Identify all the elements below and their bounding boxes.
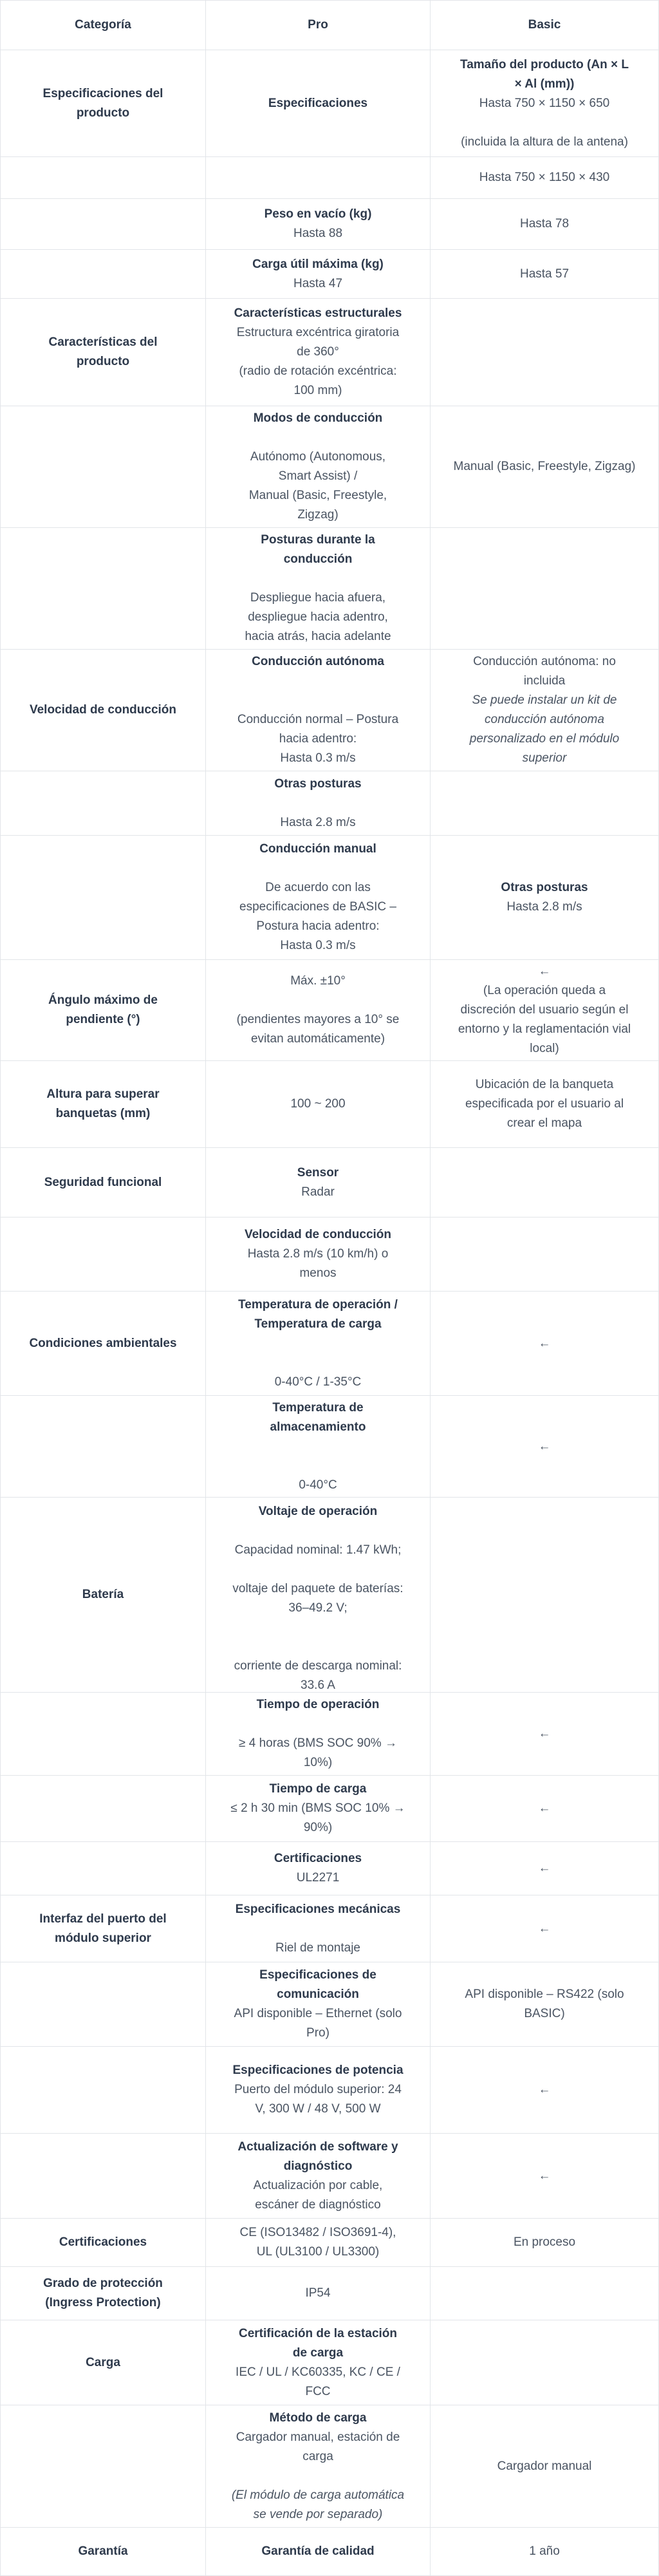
basic-cell xyxy=(431,50,659,157)
table-row xyxy=(1,2267,659,2320)
cell-line: Pro) xyxy=(306,2026,330,2040)
pro-cell xyxy=(206,1217,431,1292)
cell-line: (El módulo de carga automática xyxy=(231,2488,405,2502)
cell-line: Hasta 2.8 m/s xyxy=(280,815,356,829)
cell-line: Especificaciones de potencia xyxy=(232,2064,404,2077)
cell-line: Conducción manual xyxy=(259,842,376,856)
header-label: Categoría xyxy=(75,18,131,32)
cell-line: ← xyxy=(538,1921,551,1935)
pro-cell xyxy=(206,1895,431,1962)
cell-line: hacia adentro: xyxy=(279,732,357,746)
pro-cell xyxy=(206,2134,431,2219)
cell-line: Interfaz del puerto del xyxy=(39,1912,167,1926)
cell-line: (La operación queda a xyxy=(483,984,606,997)
cell-line: Condiciones ambientales xyxy=(29,1336,177,1350)
pro-cell xyxy=(206,1693,431,1776)
cell-line xyxy=(316,794,319,813)
table-row xyxy=(1,406,659,528)
cell-line: Carga útil máxima (kg) xyxy=(252,257,384,271)
cell-line: Temperatura de carga xyxy=(254,1317,382,1331)
category-cell xyxy=(1,1292,206,1396)
pro-cell xyxy=(206,1061,431,1148)
cell-line: Estructura excéntrica giratoria xyxy=(236,326,400,339)
pro-cell xyxy=(206,50,431,157)
cell-line: corriente de descarga nominal: xyxy=(234,1659,402,1673)
category-cell xyxy=(1,2320,206,2405)
cell-line xyxy=(543,113,546,133)
category-cell xyxy=(1,1895,206,1962)
pro-cell xyxy=(206,406,431,528)
category-cell xyxy=(1,1498,206,1693)
pro-cell xyxy=(206,2267,431,2320)
category-cell xyxy=(1,2047,206,2134)
table-row xyxy=(1,1217,659,1292)
cell-line: conducción autónoma xyxy=(485,713,604,726)
cell-line: API disponible – RS422 (solo xyxy=(465,1988,624,2001)
cell-line: Actualización de software y xyxy=(237,2139,398,2154)
cell-line: Máx. ±10° xyxy=(290,974,346,988)
category-cell xyxy=(1,650,206,771)
cell-line: Posturas durante la xyxy=(261,533,375,547)
basic-cell xyxy=(431,2320,659,2405)
cell-line: Características estructurales xyxy=(234,306,402,320)
cell-line: Hasta 47 xyxy=(293,276,343,290)
cell-line: despliegue hacia adentro, xyxy=(248,610,388,624)
pro-cell xyxy=(206,250,431,299)
basic-cell xyxy=(431,406,659,528)
cell-line: Capacidad nominal: 1.47 kWh; xyxy=(234,1543,402,1557)
cell-line: FCC xyxy=(305,2384,331,2398)
cell-line: escáner de diagnóstico xyxy=(255,2197,381,2212)
cell-line: Conducción normal – Postura xyxy=(237,713,399,726)
cell-line: ← xyxy=(538,964,551,978)
cell-line: Temperatura de operación / xyxy=(238,1297,398,1312)
cell-line xyxy=(316,1637,319,1657)
cell-line: 100 ~ 200 xyxy=(290,1097,346,1111)
pro-cell xyxy=(206,1962,431,2047)
cell-line: 10%) xyxy=(303,1756,333,1769)
cell-line: Seguridad funcional xyxy=(44,1175,162,1189)
category-cell xyxy=(1,2405,206,2528)
cell-line: Tiempo de carga xyxy=(269,1782,367,1796)
basic-cell xyxy=(431,1217,659,1292)
cell-line: IEC / UL / KC60335, KC / CE / xyxy=(236,2365,400,2379)
pro-cell xyxy=(206,1842,431,1895)
cell-line: Especificaciones de xyxy=(259,1968,376,1982)
cell-line: menos xyxy=(299,1266,337,1280)
cell-line: Hasta 0.3 m/s xyxy=(280,751,356,765)
cell-line: Actualización por cable, xyxy=(253,2178,383,2192)
cell-line: Puerto del módulo superior: 24 xyxy=(234,2083,402,2096)
cell-line: Temperatura de xyxy=(272,1400,364,1415)
header-row xyxy=(1,1,659,50)
category-cell xyxy=(1,960,206,1061)
cell-line: Velocidad de conducción xyxy=(29,703,177,717)
basic-cell xyxy=(431,1498,659,1693)
pro-cell xyxy=(206,157,431,199)
cell-line: especificaciones de BASIC – xyxy=(239,900,396,914)
header-label: Pro xyxy=(308,18,328,32)
cell-line: personalizado en el módulo xyxy=(469,732,620,746)
basic-cell xyxy=(431,1842,659,1895)
category-cell xyxy=(1,199,206,250)
cell-line: entorno y la reglamentación vial xyxy=(458,1022,631,1036)
header-label: Basic xyxy=(528,18,561,32)
table-row xyxy=(1,199,659,250)
spec-table-body xyxy=(1,50,659,2576)
category-cell xyxy=(1,50,206,157)
cell-line: Se puede instalar un kit de xyxy=(472,693,617,707)
cell-line: Zigzag) xyxy=(297,508,339,522)
table-row xyxy=(1,836,659,960)
cell-line: Otras posturas xyxy=(274,776,362,791)
cell-line: 100 mm) xyxy=(293,384,342,397)
pro-cell xyxy=(206,650,431,771)
cell-line: Smart Assist) / xyxy=(278,469,358,483)
category-cell xyxy=(1,2134,206,2219)
table-row xyxy=(1,250,659,299)
cell-line: Hasta 88 xyxy=(293,227,343,240)
cell-line: 90%) xyxy=(303,1821,333,1834)
cell-line: hacia atrás, hacia adelante xyxy=(245,630,391,643)
category-cell xyxy=(1,406,206,528)
cell-line: Hasta 0.3 m/s xyxy=(280,939,356,952)
basic-cell xyxy=(431,1396,659,1498)
basic-cell xyxy=(431,2134,659,2219)
cell-line: comunicación xyxy=(277,1988,359,2001)
cell-line: Garantía de calidad xyxy=(261,2544,375,2558)
pro-cell xyxy=(206,199,431,250)
pro-cell xyxy=(206,771,431,836)
cell-line: Manual (Basic, Freestyle, Zigzag) xyxy=(453,460,636,473)
cell-line: BASIC) xyxy=(524,2007,565,2020)
category-cell xyxy=(1,836,206,960)
cell-line: Voltaje de operación xyxy=(258,1505,378,1518)
category-cell xyxy=(1,771,206,836)
table-row xyxy=(1,2405,659,2528)
cell-line: Certificaciones xyxy=(59,2235,147,2249)
table-row xyxy=(1,50,659,157)
cell-line: Cargador manual xyxy=(497,2459,592,2473)
cell-line: de 360° xyxy=(297,345,339,359)
cell-line: ← xyxy=(538,1727,551,1740)
table-row xyxy=(1,1148,659,1217)
cell-line: 33.6 A xyxy=(301,1678,335,1692)
cell-line: 1 año xyxy=(529,2544,560,2558)
table-row xyxy=(1,1693,659,1776)
category-cell xyxy=(1,2267,206,2320)
cell-line: ← xyxy=(538,1439,551,1453)
table-row xyxy=(1,1962,659,2047)
cell-line: Peso en vacío (kg) xyxy=(264,207,372,221)
cell-line: se vende por separado) xyxy=(253,2507,383,2521)
category-cell xyxy=(1,250,206,299)
basic-cell xyxy=(431,836,659,960)
cell-line: Postura hacia adentro: xyxy=(256,919,380,933)
pro-cell xyxy=(206,1776,431,1842)
cell-line xyxy=(316,1521,319,1541)
pro-cell xyxy=(206,2528,431,2576)
cell-line: En proceso xyxy=(513,2235,576,2249)
cell-line: ← xyxy=(538,1861,551,1875)
cell-line: Especificaciones mecánicas xyxy=(235,1902,401,1916)
table-row xyxy=(1,1895,659,1962)
basic-cell xyxy=(431,650,659,771)
cell-line: producto xyxy=(76,106,130,120)
category-cell xyxy=(1,1693,206,1776)
cell-line: IP54 xyxy=(305,2286,331,2300)
cell-line: evitan automáticamente) xyxy=(250,1032,385,1046)
basic-cell xyxy=(431,250,659,299)
cell-line: producto xyxy=(76,355,130,368)
table-row xyxy=(1,2528,659,2576)
cell-line: Garantía xyxy=(78,2544,128,2558)
table-row xyxy=(1,1061,659,1148)
category-cell xyxy=(1,1396,206,1498)
basic-cell xyxy=(431,1895,659,1962)
cell-line: De acuerdo con las xyxy=(265,881,371,894)
cell-line: banquetas (mm) xyxy=(55,1107,151,1120)
cell-line: 36–49.2 V; xyxy=(288,1601,348,1615)
cell-line xyxy=(316,2467,319,2486)
pro-cell xyxy=(206,1148,431,1217)
category-cell xyxy=(1,1962,206,2047)
cell-line: Especificaciones del xyxy=(42,86,163,100)
cell-line: (Ingress Protection) xyxy=(45,2296,161,2309)
cell-line: Cargador manual, estación de xyxy=(236,2430,400,2444)
cell-line xyxy=(316,1456,319,1476)
cell-line: ← xyxy=(538,2083,551,2096)
cell-line: pendiente (°) xyxy=(66,1013,140,1026)
cell-line xyxy=(316,1715,319,1734)
cell-line: almacenamiento xyxy=(270,1420,366,1434)
cell-line: (radio de rotación excéntrica: xyxy=(239,364,397,378)
table-row xyxy=(1,157,659,199)
cell-line: CE (ISO13482 / ISO3691-4), xyxy=(239,2226,396,2239)
header-cell-pro xyxy=(206,1,431,50)
pro-cell xyxy=(206,528,431,650)
basic-cell xyxy=(431,199,659,250)
cell-line: conducción xyxy=(283,552,353,566)
pro-cell xyxy=(206,1396,431,1498)
category-cell xyxy=(1,1061,206,1148)
cell-line xyxy=(316,1353,319,1373)
cell-line: Ángulo máximo de xyxy=(48,993,158,1007)
category-cell xyxy=(1,157,206,199)
cell-line: 0-40°C xyxy=(299,1478,337,1492)
cell-line: Características del xyxy=(48,335,158,349)
cell-line: ≥ 4 horas (BMS SOC 90% → xyxy=(239,1736,397,1750)
basic-cell xyxy=(431,528,659,650)
cell-line xyxy=(316,672,319,691)
cell-line: voltaje del paquete de baterías: xyxy=(232,1582,404,1595)
category-cell xyxy=(1,1842,206,1895)
category-cell xyxy=(1,299,206,406)
table-row xyxy=(1,1842,659,1895)
table-row xyxy=(1,2134,659,2219)
cell-line: Batería xyxy=(82,1588,124,1601)
basic-cell xyxy=(431,2267,659,2320)
category-cell xyxy=(1,1148,206,1217)
cell-line: Despliegue hacia afuera, xyxy=(250,591,386,605)
table-row xyxy=(1,650,659,771)
cell-line: discreción del usuario según el xyxy=(460,1003,629,1017)
cell-line: Modos de conducción xyxy=(253,411,383,425)
basic-cell xyxy=(431,157,659,199)
cell-line xyxy=(316,859,319,878)
basic-cell xyxy=(431,771,659,836)
cell-line xyxy=(316,691,319,710)
pro-cell xyxy=(206,299,431,406)
cell-line: (pendientes mayores a 10° se xyxy=(236,1013,400,1026)
pro-cell xyxy=(206,2320,431,2405)
cell-line: Hasta 750 × 1150 × 430 xyxy=(479,171,610,184)
pro-cell xyxy=(206,960,431,1061)
cell-line: Autónomo (Autonomous, xyxy=(250,450,386,464)
cell-line: de carga xyxy=(292,2346,344,2360)
basic-cell xyxy=(431,299,659,406)
category-cell xyxy=(1,1217,206,1292)
cell-line: Conducción autónoma: no xyxy=(473,655,616,668)
cell-line: Otras posturas xyxy=(501,881,588,894)
cell-line: módulo superior xyxy=(55,1931,151,1945)
pro-cell xyxy=(206,1292,431,1396)
cell-line: UL2271 xyxy=(296,1871,340,1885)
cell-line: UL (UL3100 / UL3300) xyxy=(256,2245,380,2259)
cell-line: superior xyxy=(522,751,567,765)
table-row xyxy=(1,2047,659,2134)
basic-cell xyxy=(431,1148,659,1217)
cell-line xyxy=(316,1618,319,1637)
category-cell xyxy=(1,2219,206,2267)
pro-cell xyxy=(206,2405,431,2528)
table-row xyxy=(1,1292,659,1396)
cell-line: Altura para superar xyxy=(46,1087,160,1101)
pro-cell xyxy=(206,1498,431,1693)
cell-line: carga xyxy=(302,2449,333,2463)
table-row xyxy=(1,2320,659,2405)
cell-line: Velocidad de conducción xyxy=(244,1228,392,1241)
basic-cell xyxy=(431,2047,659,2134)
basic-cell xyxy=(431,1693,659,1776)
cell-line: Hasta 750 × 1150 × 650 xyxy=(479,96,610,110)
cell-line: Tiempo de operación xyxy=(256,1698,380,1711)
cell-line xyxy=(316,1919,319,1939)
cell-line: (incluida la altura de la antena) xyxy=(461,135,628,149)
table-row xyxy=(1,771,659,836)
basic-cell xyxy=(431,1061,659,1148)
table-row xyxy=(1,2219,659,2267)
cell-line: crear el mapa xyxy=(506,1116,582,1130)
cell-line xyxy=(316,428,319,447)
pro-cell xyxy=(206,2047,431,2134)
cell-line: 0-40°C / 1-35°C xyxy=(274,1375,362,1389)
table-row xyxy=(1,528,659,650)
header-cell-categoria xyxy=(1,1,206,50)
cell-line: V, 300 W / 48 V, 500 W xyxy=(255,2102,381,2116)
category-cell xyxy=(1,2528,206,2576)
cell-line: diagnóstico xyxy=(283,2159,353,2173)
pro-cell xyxy=(206,836,431,960)
cell-line xyxy=(316,991,319,1010)
basic-cell xyxy=(431,2219,659,2267)
cell-line: Sensor xyxy=(297,1165,339,1180)
cell-line xyxy=(316,1560,319,1579)
cell-line: Manual (Basic, Freestyle, xyxy=(248,489,387,502)
basic-cell xyxy=(431,1776,659,1842)
cell-line: Hasta 78 xyxy=(519,217,570,230)
basic-cell xyxy=(431,2405,659,2528)
category-cell xyxy=(1,1776,206,1842)
cell-line: Ubicación de la banqueta xyxy=(475,1078,614,1091)
cell-line: Tamaño del producto (An × L xyxy=(460,57,629,71)
cell-line: incluida xyxy=(523,674,566,688)
cell-line: Riel de montaje xyxy=(275,1941,361,1955)
category-cell xyxy=(1,528,206,650)
cell-line xyxy=(316,1334,319,1353)
cell-line: Hasta 2.8 m/s xyxy=(506,900,582,914)
table-row xyxy=(1,1776,659,1842)
cell-line: ← xyxy=(538,1336,551,1350)
cell-line: ← xyxy=(538,2168,551,2183)
cell-line: Hasta 57 xyxy=(519,267,570,281)
basic-cell xyxy=(431,1962,659,2047)
cell-line: Certificaciones xyxy=(274,1852,362,1865)
cell-line: Certificación de la estación xyxy=(238,2326,398,2340)
cell-line: Conducción autónoma xyxy=(252,655,384,668)
table-row xyxy=(1,1396,659,1498)
pro-cell xyxy=(206,2219,431,2267)
basic-cell xyxy=(431,960,659,1061)
table-row xyxy=(1,299,659,406)
cell-line: Especificaciones xyxy=(268,96,368,110)
cell-line: especificada por el usuario al xyxy=(465,1097,624,1111)
basic-cell xyxy=(431,1292,659,1396)
cell-line: Carga xyxy=(86,2355,120,2369)
cell-line: Hasta 2.8 m/s (10 km/h) o xyxy=(247,1247,389,1261)
basic-cell xyxy=(431,2528,659,2576)
cell-line: Grado de protección xyxy=(43,2277,163,2290)
cell-line: ≤ 2 h 30 min (BMS SOC 10% → xyxy=(230,1801,405,1815)
cell-line xyxy=(316,1437,319,1456)
cell-line: Método de carga xyxy=(269,2411,367,2425)
cell-line: Radar xyxy=(301,1185,335,1199)
cell-line: API disponible – Ethernet (solo xyxy=(234,2007,402,2020)
cell-line: ← xyxy=(538,1801,551,1815)
table-row xyxy=(1,960,659,1061)
cell-line: local) xyxy=(530,1042,559,1055)
header-cell-basic xyxy=(431,1,659,50)
table-row xyxy=(1,1498,659,1693)
cell-line: × Al (mm)) xyxy=(514,77,575,91)
cell-line xyxy=(316,569,319,588)
